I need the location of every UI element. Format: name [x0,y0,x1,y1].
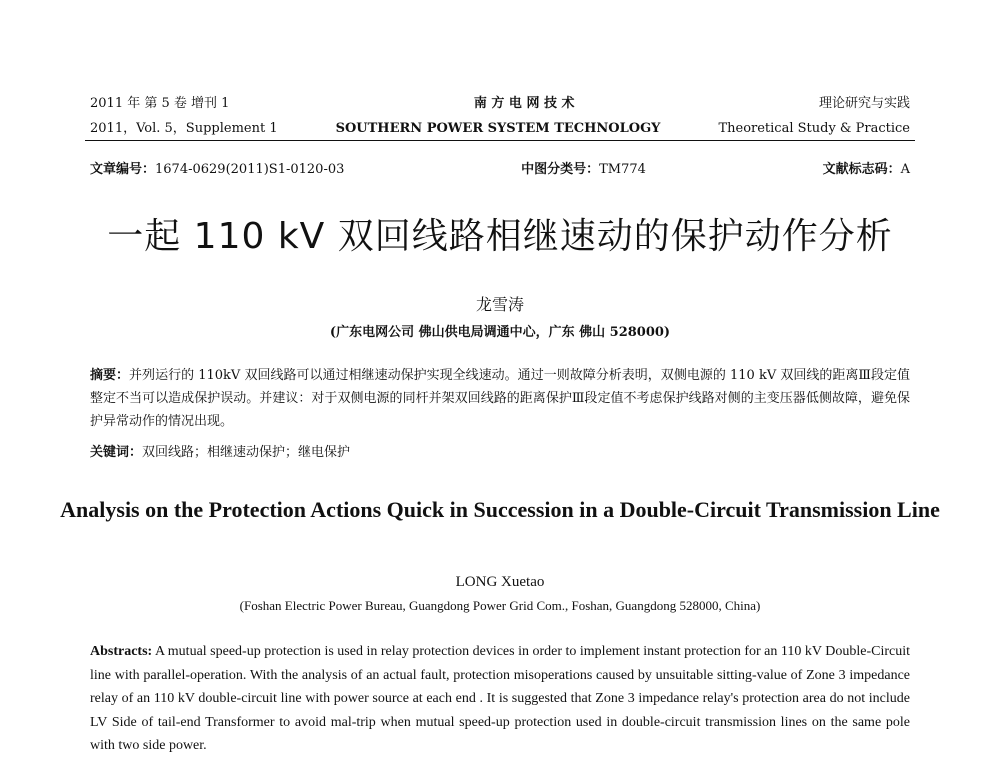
abstract-cn [90,364,910,433]
affiliation-cn: (广东电网公司 佛山供电局调通中心，广东 佛山 528000) [329,325,671,340]
document-code [823,158,910,177]
title-cn: 一起 110 kV 双回线路相继速动的保护动作分析 [107,216,893,257]
article-number-value: 1674-0629(2011)S1-0120-03 [155,162,345,177]
keywords-cn-text: 双回线路；相继速动保护；继电保护 [142,445,351,460]
author-en: LONG Xuetao [455,574,545,590]
keywords-cn [90,441,910,460]
author-cn: 龙雪涛 [475,295,524,314]
document-code-label: 文献标志码： [822,162,901,177]
article-number [90,158,344,177]
journal-header-en [90,117,910,136]
journal-header-cn [90,92,910,111]
keywords-cn-label: 关键词： [90,445,143,460]
clc-label: 中图分类号： [521,162,600,177]
document-code-value: A [900,162,910,177]
article-meta [90,158,910,177]
title-en: Analysis on the Protection Actions Quick in Succession in a Double-Circuit Transmission Line [60,497,940,522]
journal-name-cn: 南 方 电 网 技 术 [473,96,575,111]
journal-name-en: SOUTHERN POWER SYSTEM TECHNOLOGY [335,121,661,136]
issue-info-en: 2011，Vol. 5，Supplement 1 [90,121,278,136]
section-name-cn: 理论研究与实践 [818,96,910,111]
article-number-label: 文章编号： [90,162,156,177]
abstract-en [90,640,910,758]
clc-value: TM774 [599,162,646,177]
abstract-en-text: A mutual speed-up protection is used in relay protection devices in order to implement instant protection for an 110 kV Double-Circuit line with parallel-operation. With the analysis of an actual fault, protection misoperations caused by unsuitable sitting-value of Zone 3 impedance relay of an 110 kV double-circuit line with power source at each end . It is suggested that Zone 3 impedance relay's protection area do not include LV Side of tail-end Transformer to avoid mal-trip when mutual speed-up protection used in double-circuit transmission lines on the same pole with two side power. [90,644,910,753]
issue-info-cn: 2011 年 第 5 卷 增刊 1 [90,96,230,111]
section-name-en: Theoretical Study & Practice [718,121,910,136]
affiliation-en: (Foshan Electric Power Bureau, Guangdong Power Grid Com., Foshan, Guangdong 528000, China) [239,598,761,613]
abstract-cn-label: 摘要： [90,368,130,383]
clc-number [521,158,646,177]
header-rule [85,140,915,141]
abstract-en-label: Abstracts: [90,644,153,659]
abstract-cn-text: 并列运行的 110kV 双回线路可以通过相继速动保护实现全线速动。通过一则故障分析表明，双侧电源的 110 kV 双回线的距离Ⅲ段定值整定不当可以造成保护误动。并建议：对于双侧电源的同杆并架双回线路的距离保护Ⅲ段定值不考虑保护线路对侧的主变压器低侧故障，避免保护异常动作的情况出现。 [90,368,910,429]
